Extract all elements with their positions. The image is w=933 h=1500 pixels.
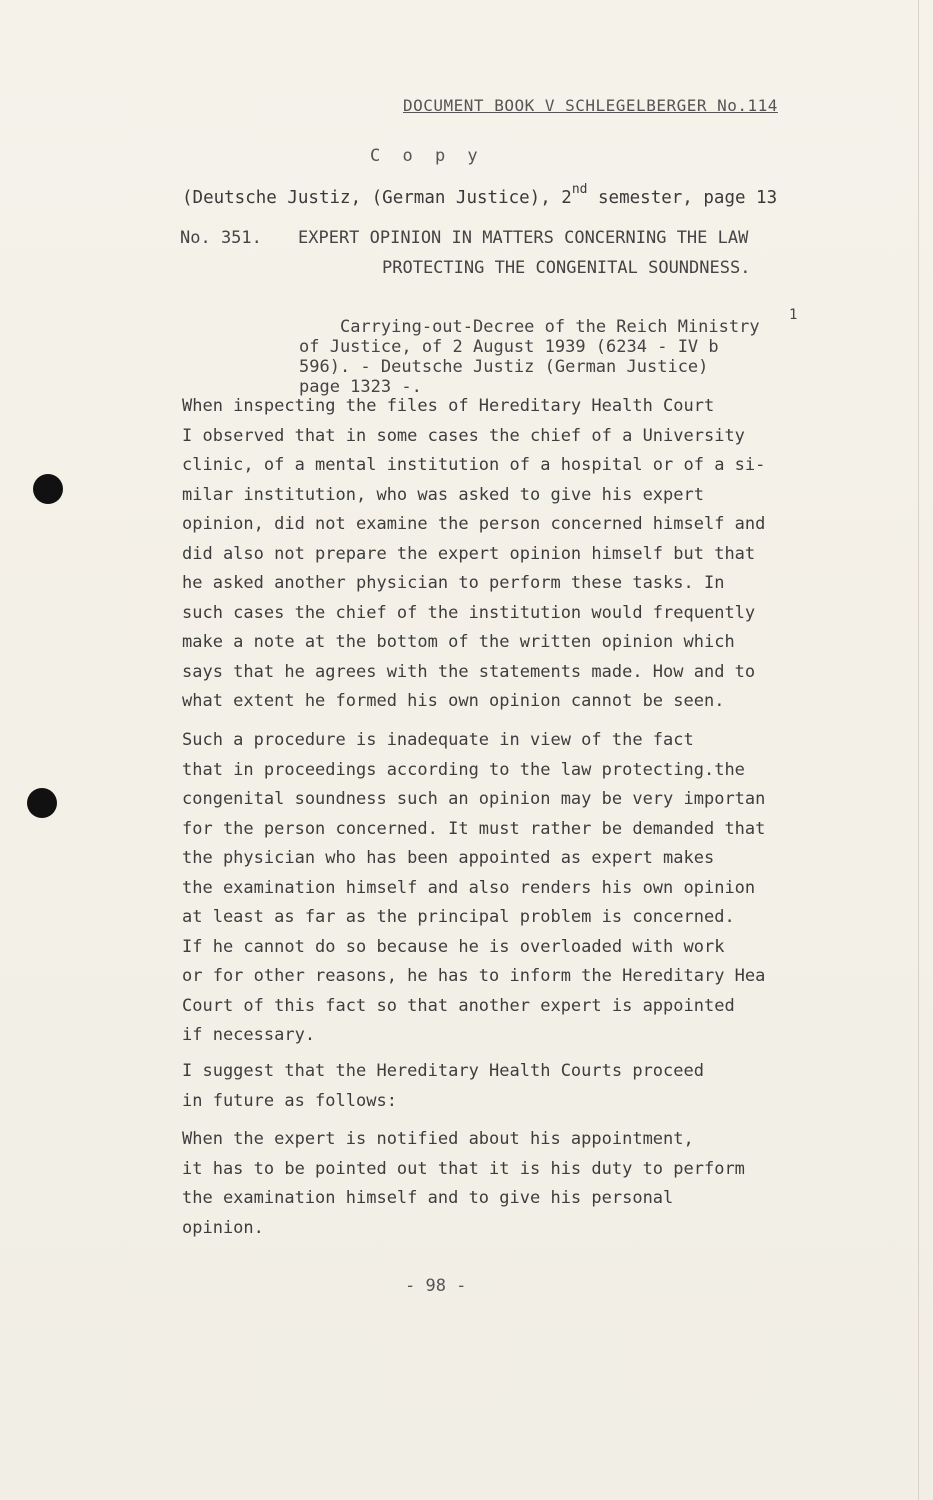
page-number: - 98 - (405, 1276, 467, 1296)
item-title (180, 228, 748, 248)
title-line-1: EXPERT OPINION IN MATTERS CONCERNING THE LAW (298, 228, 749, 248)
item-number: No. 351. (180, 228, 262, 248)
document-header: DOCUMENT BOOK V SCHLEGELBERGER No.114 (403, 96, 778, 115)
copy-label: C o p y (370, 146, 484, 166)
body-paragraph-4: When the expert is notified about his appointment, it has to be pointed out that it is his duty to perform the examination himself and to give his personal opinion. (182, 1129, 745, 1238)
punch-hole-bottom (27, 788, 57, 818)
body-paragraph-3: I suggest that the Hereditary Health Courts proceed in future as follows: (182, 1061, 704, 1111)
page-edge-shadow (918, 0, 919, 1500)
punch-hole-top (33, 474, 63, 504)
source-superscript: nd (571, 182, 588, 197)
source-text-end: semester, page 13 (587, 188, 778, 208)
source-citation (182, 182, 777, 208)
decree-footnote-marker: 1 (789, 307, 798, 323)
decree-text: Carrying-out-Decree of the Reich Ministry of Justice, of 2 August 1939 (6234 - IV b 596). - Deutsche Justiz (German Justice) page 1323 -. (299, 317, 760, 397)
body-paragraph-2: Such a procedure is inadequate in view of the fact that in proceedings according to the law protecting.the congenital soundness such an opinion may be very importan for the person concerned. It must rather be demanded that the physician who has been appointed as expert makes the examination himself and also renders his own opinion at least as far as the principal problem is concerned. If he cannot do so because he is overloaded with work or for other reasons, he has to inform the Hereditary Hea Court of this fact so that another expert is appointed if necessary. (182, 730, 766, 1045)
source-text: (Deutsche Justiz, (German Justice), 2 (182, 188, 572, 208)
title-line-2: PROTECTING THE CONGENITAL SOUNDNESS. (382, 258, 751, 278)
body-paragraph-1: When inspecting the files of Hereditary Health Court I observed that in some cases the chief of a University clinic, of a mental institution of a hospital or of a si- milar institution, who was asked to give his expert opinion, did not examine the person concerned himself and did also not prepare the expert opinion himself but that he asked another physician to perform these tasks. In such cases the chief of the institution would frequently make a note at the bottom of the written opinion which says that he agrees with the statements made. How and to what extent he formed his own opinion cannot be seen. (182, 396, 766, 711)
